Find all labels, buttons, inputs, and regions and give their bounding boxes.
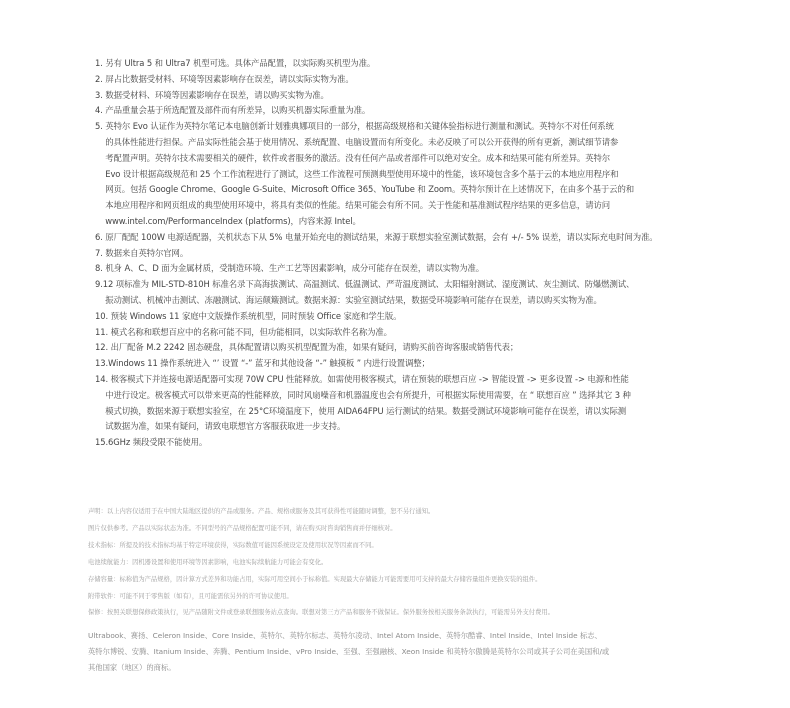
declaration-software: 附带软件：可能不同于零售版（如有），且可能需依另外的许可协议使用。: [88, 592, 293, 600]
footnote-6: 6. 原厂配配 100W 电源适配器，关机状态下从 5% 电量开始充电的测试结果，来源于联想实验室测试数据，会有 +/- 5% 误差，请以实际充电时间为准。: [95, 231, 658, 242]
footnote-4: 4. 产品重量会基于所选配置及部件而有所差异，以购买机器实际重量为准。: [95, 105, 371, 116]
declaration-storage: 存储容量：标称值为产品规格，因计算方式差异和功能占用，实际可用空间小于标称值。实现最大存储能力可能需要用可支持的最大存储容量组件更换安装的组件。: [88, 575, 542, 583]
trademark-line-1: Ultrabook、赛扬、Celeron Inside、Core Inside、英特尔、英特尔标志、英特尔凌动、Intel Atom Inside、英特尔酷睿、Intel Inside、Intel Inside 标志、: [88, 631, 602, 640]
trademark-notice: [88, 628, 708, 676]
declaration-images: 图片仅供参考。产品以实际状态为准。不同型号的产品规格配置可能不同，请在购买时咨询销售商并仔细核对。: [88, 524, 397, 532]
footnote-list: [95, 56, 695, 451]
footnote-8: 8. 机身 A、C、D 面为金属材质，受制造环境、生产工艺等因素影响，成分可能存在误差，请以实物为准。: [95, 263, 485, 274]
footnote-10: 10. 预装 Windows 11 家庭中文版操作系统机型，同时预装 Office 家庭和学生版。: [95, 310, 402, 321]
trademark-line-2: 英特尔博锐、安腾、Itanium Inside、奔腾、Pentium Inside、vPro Inside、至强、至强融核、Xeon Inside 和英特尔傲腾是英特尔公司或其子公司在美国和/或: [88, 647, 610, 656]
footnote-11: 11. 模式名称和联想百应中的名称可能不同，但功能相同，以实际软件名称为准。: [95, 326, 392, 337]
footnote-2: 2. 屏占比数据受材料、环境等因素影响存在误差，请以实际实物为准。: [95, 73, 354, 84]
footnote-3: 3. 数据受材料、环境等因素影响存在误差，请以购买实物为准。: [95, 89, 329, 100]
legal-declarations: [88, 504, 708, 622]
trademark-line-3: 其他国家（地区）的商标。: [88, 663, 176, 672]
footnote-14: 14. 极客模式下并连接电源适配器可实现 70W CPU 性能释放。如需使用极客模式，请在预装的联想百应 -> 智能设置 -> 更多设置 -> 电源和性能 中进行设定。极客模式可以带来更高的性能释放，同时风扇噪音和机器温度也会有所提升，可根据实际使用需要，在 “ 联想百应 ” 选择其它 3 种 模式切换，数据来源于联想实验室，在 25°C环境温度下，使用 AIDA64FPU 运行测试的结果。数据受测试环境影响可能存在误差，请以实际测 试数据为准，如果有疑问，请致电联想官方客服获取进一步支持。: [95, 373, 631, 432]
footnote-13: 13.Windows 11 操作系统进入 “’ 设置 “-” 蓝牙和其他设备 “-” 触摸板 ” 内进行设置调整；: [95, 358, 430, 369]
footnote-7: 7. 数据来自英特尔官网。: [95, 247, 189, 258]
declaration-tech-specs: 技术指标：所提及的技术指标均基于特定环境获得，实际数值可能因系统设定及使用状况等因素而不同。: [88, 541, 378, 549]
declaration-battery: 电池续航能力：因机器设置和使用环境等因素影响，电池实际续航能力可能会有变化。: [88, 558, 328, 566]
declaration-general: 声明：以上内容仅适用于在中国大陆地区提供的产品或服务。产品、规格或服务及其可获得性可能随时调整，恕不另行通知。: [88, 508, 435, 515]
footnote-9: 9.12 项标准为 MIL-STD-810H 标准名录下高海拔测试、高温测试、低温测试、严苛温度测试、太阳辐射测试、湿度测试、灰尘测试、防爆燃测试、 振动测试、机械冲击测试、冻融测试、海运颠簸测试。数据来源：实验室测试结果，数据受环境影响可能存在误差，请以购买实物为准。: [95, 279, 635, 305]
declaration-warranty: 保修：按照关联想保修政策执行，见产品随附文件或登录联想服务站点查询。联想对第三方产品和服务不做保证。保外服务按相关服务条款执行，可能需另外支付费用。: [88, 609, 554, 617]
footnote-1: 1. 另有 Ultra 5 和 Ultra7 机型可选。具体产品配置，以实际购买机型为准。: [95, 58, 376, 68]
footnote-5: 5. 英特尔 Evo 认证作为英特尔笔记本电脑创新计划雅典娜项目的一部分，根据高级规格和关键体验指标进行测量和测试。英特尔不对任何系统 的具体性能进行担保。产品实际性能会基于使用情况、系统配置、电脑设置而有所变化。未必反映了可以公开获得的所有更新，测试细节请参 考配置声明。英特尔技术需要相关的硬件，软件或者服务的激活。没有任何产品或者部件可以绝对安全。成本和结果可能有所差异。英特尔 Evo 设计根据高级规范和 25 个工作流程进行了测试，这些工作流程可预测典型使用环境中的性能，该环境包含多个基于云的本地应用程序和 网页。包括 Google Chrome、Google G-Suite、Microsoft Office 365、YouTube 和 Zoom。英特尔预计在上述情况下，在由多个基于云的和 本地应用程序和网页组成的典型使用环境中，将具有类似的性能。结果可能会有所不同。关于性能和基准测试程序结果的更多信息，请访问 www.intel.com/PerformanceIndex (platforms)，内容来源 Intel。: [95, 121, 634, 226]
footnote-15: 15.6GHz 频段受限不能使用。: [95, 437, 208, 448]
footnote-12: 12. 出厂配备 M.2 2242 固态硬盘，具体配置请以购买机型配置为准，如果有疑问，请购买前咨询客服或销售代表；: [95, 342, 519, 353]
